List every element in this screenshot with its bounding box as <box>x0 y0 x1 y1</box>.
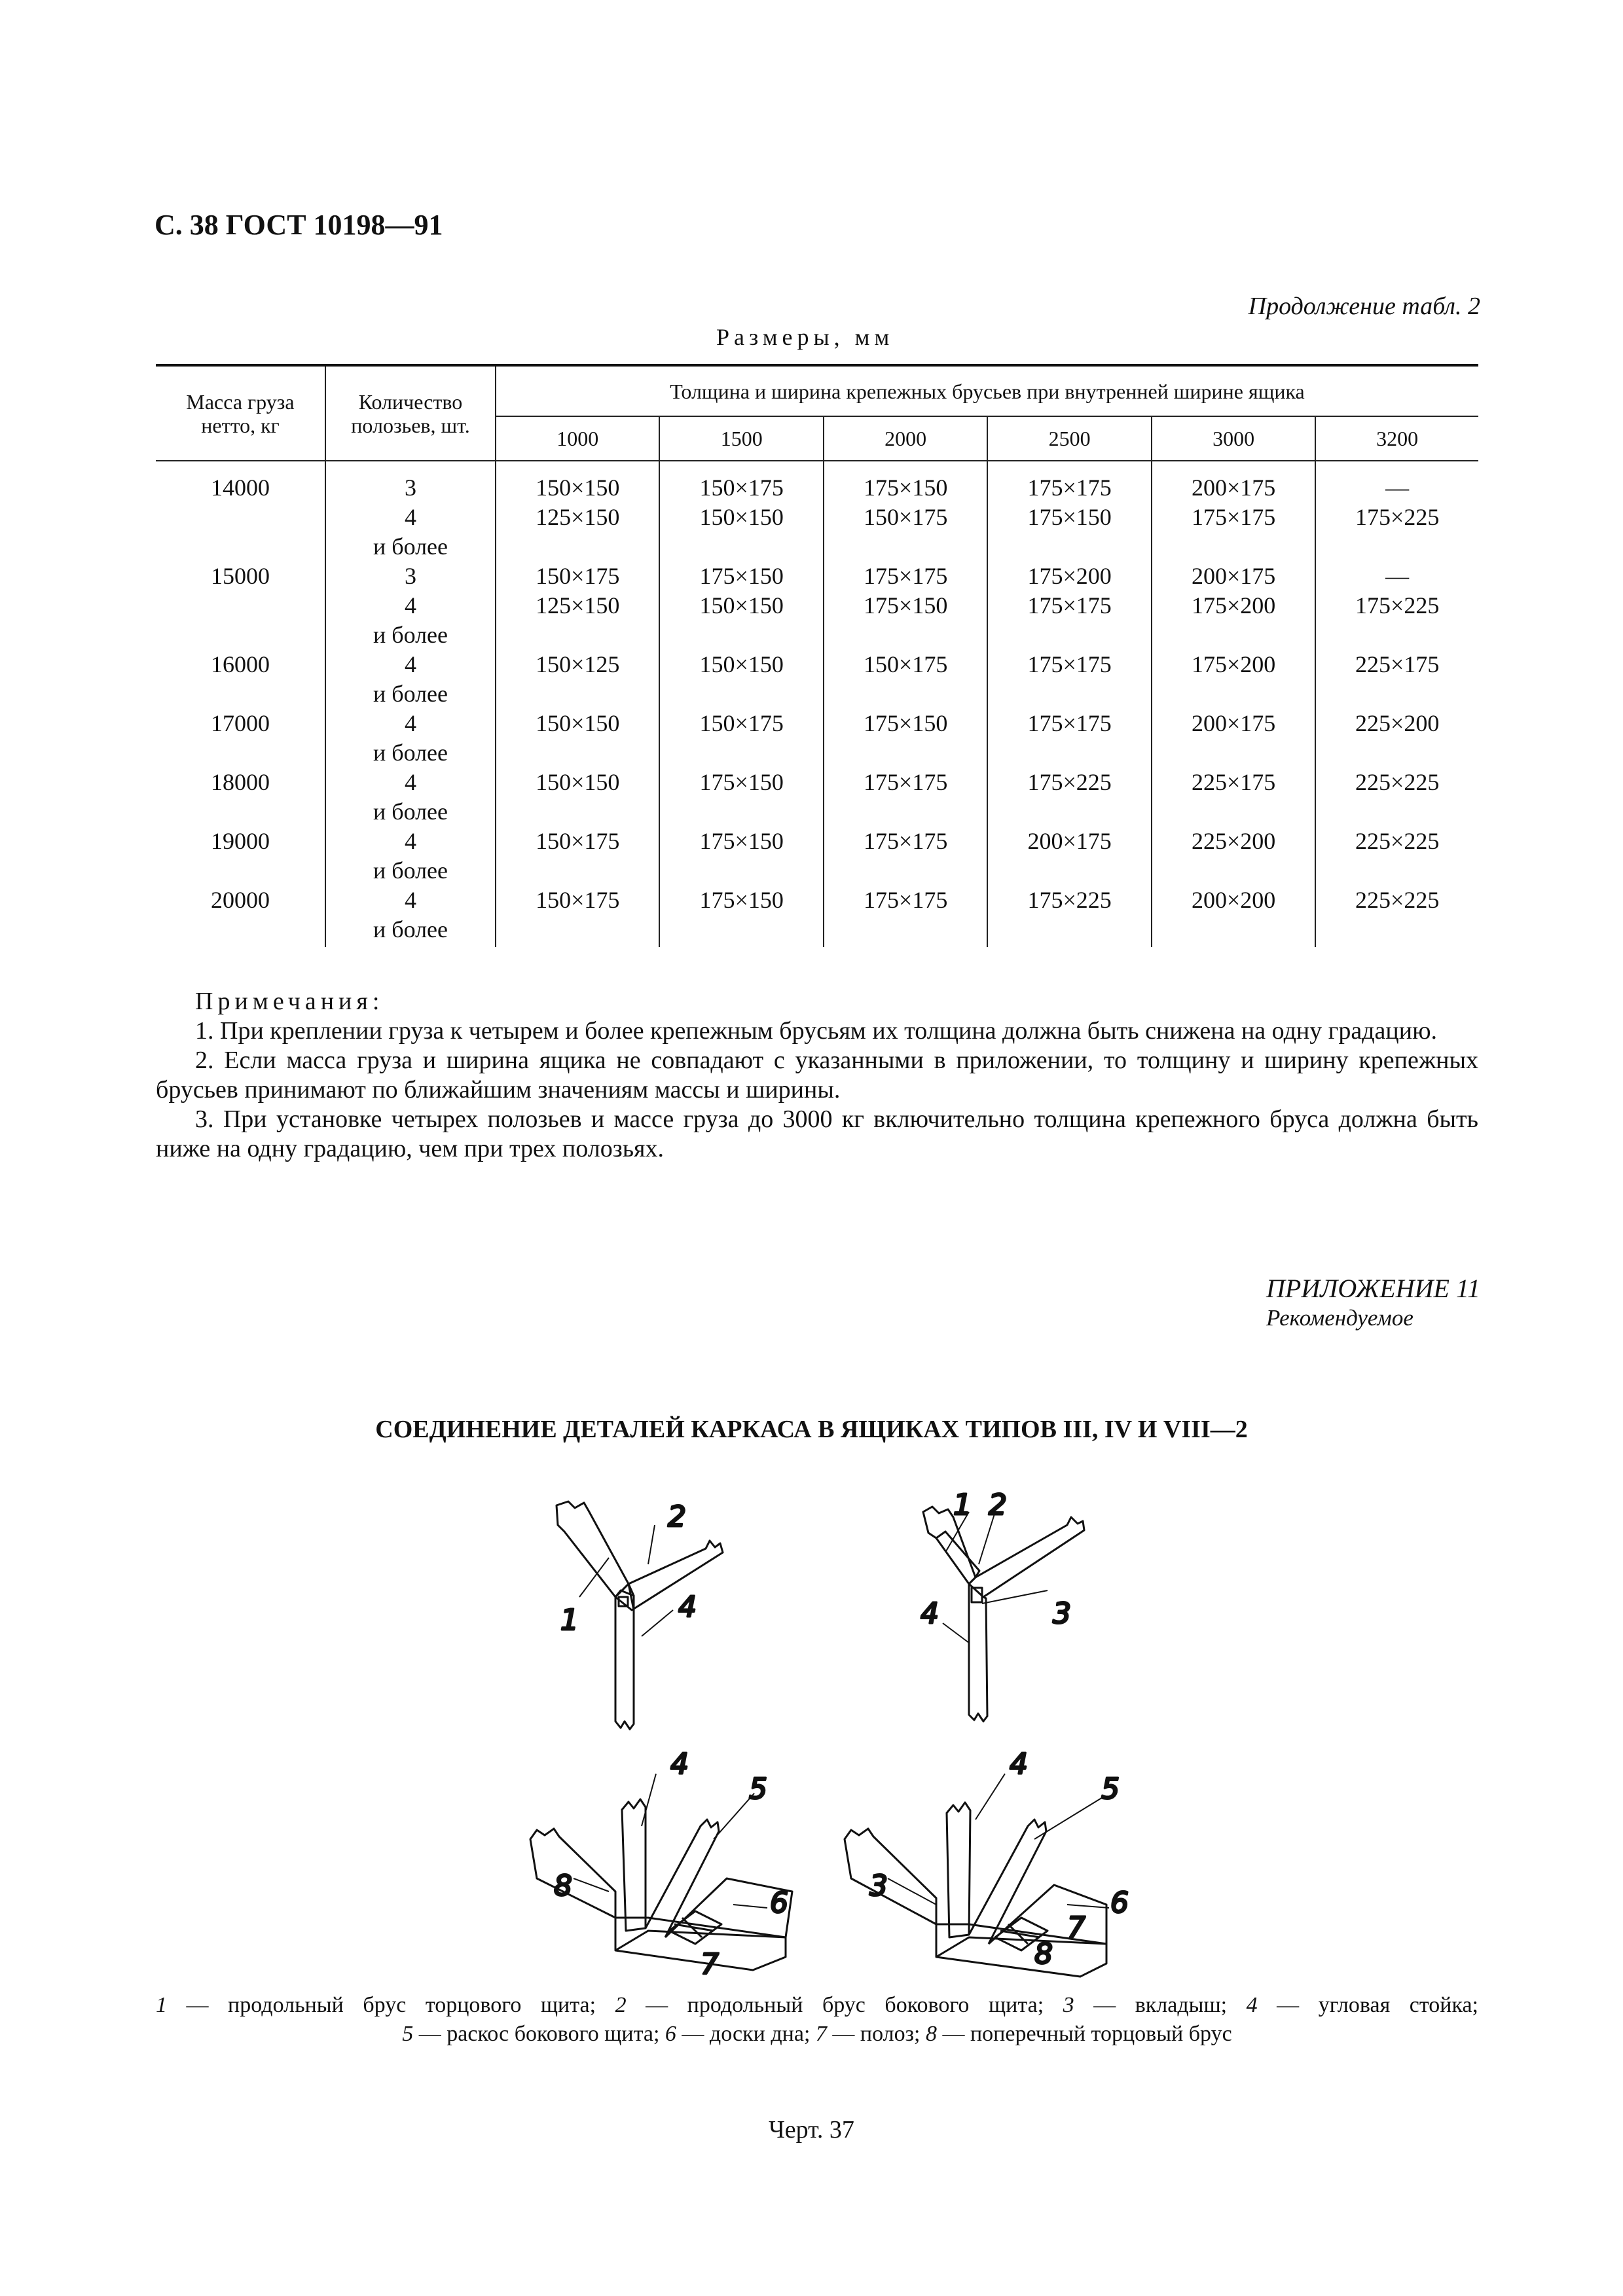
cell-width-3000: 175×200 <box>1152 650 1315 709</box>
cell-width-1000: 150×150 125×150 <box>496 461 659 562</box>
cell-runners: 4 и более <box>325 827 496 886</box>
cell-width-3200: 225×200 <box>1315 709 1478 768</box>
cell-width-1000: 150×175 <box>496 886 659 947</box>
table-units-label: Размеры, мм <box>716 324 894 350</box>
legend-item-7: 7 — полоз; <box>815 2022 921 2046</box>
drawing-title: СОЕДИНЕНИЕ ДЕТАЛЕЙ КАРКАСА В ЯЩИКАХ ТИПОВ III, IV И VIII—2 <box>375 1416 1248 1443</box>
cell-width-1000: 150×125 <box>496 650 659 709</box>
cell-width-3200: 225×175 <box>1315 650 1478 709</box>
cell-width-1000: 150×150 <box>496 768 659 827</box>
cell-width-2500: 175×225 <box>987 768 1151 827</box>
cell-width-3000: 200×175 175×200 <box>1152 562 1315 650</box>
cell-width-3200: — 175×225 <box>1315 461 1478 562</box>
label-4d: 4 <box>1010 1748 1028 1781</box>
width-header-2000: 2000 <box>824 416 987 461</box>
joint-drawings <box>517 1486 1129 1983</box>
cell-mass: 17000 <box>211 710 270 736</box>
width-header-3000: 3000 <box>1152 416 1315 461</box>
label-8: 8 <box>554 1869 572 1903</box>
legend-item-2: 2 — продольный брус бокового щита; <box>615 1993 1044 2017</box>
label-5b: 5 <box>1101 1772 1120 1806</box>
cell-width-1000: 150×150 <box>496 709 659 768</box>
cell-runners: 3 4 и более <box>325 461 496 562</box>
drawing-legend <box>156 1991 1478 2049</box>
appendix-status: Рекомендуемое <box>1266 1305 1413 1331</box>
sketch-top-left <box>556 1501 723 1729</box>
table-body <box>156 461 1478 947</box>
cell-width-2500: 175×175 <box>987 709 1151 768</box>
cell-mass: 20000 <box>211 887 270 913</box>
cell-width-2000: 150×175 <box>824 650 987 709</box>
label-3b: 3 <box>869 1869 888 1903</box>
cell-width-3000: 225×200 <box>1152 827 1315 886</box>
cell-width-2500: 175×225 <box>987 886 1151 947</box>
legend-item-4: 4 — угловая стойка; <box>1246 1993 1478 2017</box>
cell-width-2500: 200×175 <box>987 827 1151 886</box>
note-2: 2. Если масса груза и ширина ящика не совпадают с указанными в приложении, то толщину и ширину крепежных брусьев принимают по ближайшим значениям массы и ширины. <box>156 1047 1478 1103</box>
label-6: 6 <box>770 1886 788 1920</box>
notes-block <box>156 987 1478 1164</box>
label-5: 5 <box>749 1772 767 1806</box>
fastening-bars-table <box>156 364 1478 947</box>
cell-runners: 4 и более <box>325 650 496 709</box>
legend-item-8: 8 — поперечный торцовый брус <box>925 2022 1232 2046</box>
cell-width-3000: 200×200 <box>1152 886 1315 947</box>
cell-runners: 4 и более <box>325 886 496 947</box>
width-header-1000: 1000 <box>496 416 659 461</box>
cell-mass: 19000 <box>211 828 270 854</box>
label-7: 7 <box>701 1948 719 1981</box>
cell-width-1500: 150×150 <box>659 650 823 709</box>
label-2b: 2 <box>989 1488 1007 1522</box>
legend-item-1: 1 — продольный брус торцового щита; <box>156 1993 596 2017</box>
cell-width-1500: 175×150 <box>659 768 823 827</box>
label-2: 2 <box>668 1500 686 1534</box>
cell-mass: 16000 <box>211 651 270 677</box>
label-4: 4 <box>678 1590 697 1624</box>
table-row <box>156 709 1478 768</box>
cell-width-2500: 175×175 175×150 <box>987 461 1151 562</box>
label-3: 3 <box>1053 1597 1071 1630</box>
label-8b: 8 <box>1034 1937 1053 1971</box>
label-4b: 4 <box>921 1597 939 1630</box>
cell-width-3200: — 175×225 <box>1315 562 1478 650</box>
cell-mass: 14000 <box>211 475 270 501</box>
cell-width-2000: 175×150 <box>824 709 987 768</box>
width-header-1500: 1500 <box>659 416 823 461</box>
cell-runners: 4 и более <box>325 709 496 768</box>
label-1: 1 <box>560 1604 579 1637</box>
cell-width-1500: 175×150 <box>659 886 823 947</box>
cell-width-2500: 175×175 <box>987 650 1151 709</box>
cell-width-2000: 175×175 <box>824 768 987 827</box>
appendix-title: ПРИЛОЖЕНИЕ 11 <box>1266 1274 1480 1303</box>
cell-width-3000: 200×175 <box>1152 709 1315 768</box>
cell-width-2500: 175×200 175×175 <box>987 562 1151 650</box>
table-continuation-label: Продолжение табл. 2 <box>1248 293 1480 320</box>
width-header-3200: 3200 <box>1315 416 1478 461</box>
column-header-runners: Количество полозьев, шт. <box>325 365 496 461</box>
cell-width-1500: 150×175 150×150 <box>659 461 823 562</box>
column-header-mass: Масса груза нетто, кг <box>156 365 325 461</box>
cell-width-2000: 175×175 <box>824 886 987 947</box>
cell-width-2000: 175×175 175×150 <box>824 562 987 650</box>
notes-title: Примечания: <box>195 988 384 1015</box>
legend-item-6: 6 — доски дна; <box>665 2022 811 2046</box>
label-6b: 6 <box>1110 1886 1129 1920</box>
table-row <box>156 562 1478 650</box>
legend-line-1 <box>156 1991 1478 2020</box>
table-row <box>156 886 1478 947</box>
cell-width-3200: 225×225 <box>1315 886 1478 947</box>
cell-width-1500: 175×150 150×150 <box>659 562 823 650</box>
table-row <box>156 650 1478 709</box>
cell-width-1500: 150×175 <box>659 709 823 768</box>
legend-item-5: 5 — раскос бокового щита; <box>402 2022 660 2046</box>
note-1: 1. При креплении груза к четырем и более крепежным брусьям их толщина должна быть снижена на одну градацию. <box>195 1017 1437 1045</box>
cell-width-2000: 175×175 <box>824 827 987 886</box>
cell-runners: 4 и более <box>325 768 496 827</box>
label-7b: 7 <box>1067 1911 1085 1945</box>
figure-caption: Черт. 37 <box>769 2116 854 2144</box>
cell-width-2000: 175×150 150×175 <box>824 461 987 562</box>
cell-width-3000: 200×175 175×175 <box>1152 461 1315 562</box>
cell-mass: 18000 <box>211 769 270 795</box>
table-row <box>156 768 1478 827</box>
note-3: 3. При установке четырех полозьев и массе груза до 3000 кг включительно толщина крепежного бруса должна быть ниже на одну градацию, чем при трех полозьях. <box>156 1105 1478 1162</box>
table-row <box>156 827 1478 886</box>
cell-width-3200: 225×225 <box>1315 827 1478 886</box>
legend-item-3: 3 — вкладыш; <box>1063 1993 1228 2017</box>
cell-width-3200: 225×225 <box>1315 768 1478 827</box>
page-header: С. 38 ГОСТ 10198—91 <box>155 209 443 241</box>
label-1b: 1 <box>953 1488 972 1522</box>
appendix-block <box>1266 1273 1480 1331</box>
legend-line-2 <box>156 2020 1478 2049</box>
label-4c: 4 <box>670 1748 689 1781</box>
cell-width-1500: 175×150 <box>659 827 823 886</box>
column-header-group: Толщина и ширина крепежных брусьев при внутренней ширине ящика <box>496 365 1478 416</box>
width-header-2500: 2500 <box>987 416 1151 461</box>
cell-width-1000: 150×175 <box>496 827 659 886</box>
cell-mass: 15000 <box>211 563 270 589</box>
cell-width-1000: 150×175 125×150 <box>496 562 659 650</box>
cell-width-3000: 225×175 <box>1152 768 1315 827</box>
cell-runners: 3 4 и более <box>325 562 496 650</box>
table-row <box>156 461 1478 562</box>
